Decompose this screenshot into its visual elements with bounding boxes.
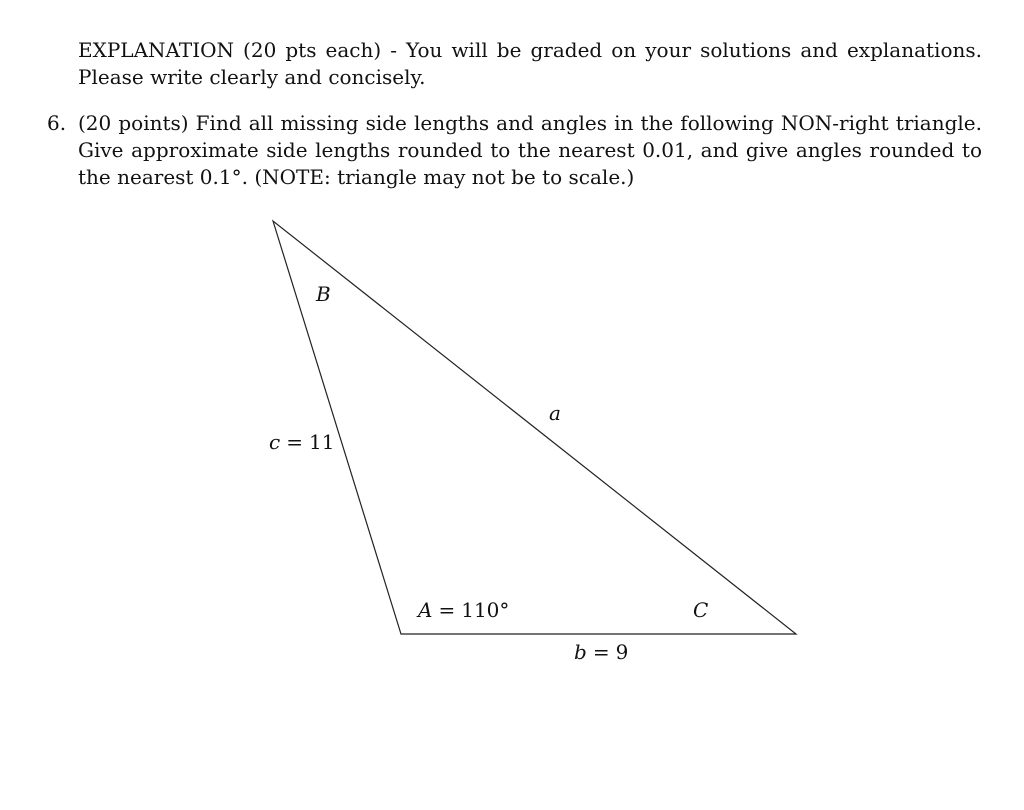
triangle-outline bbox=[273, 221, 796, 634]
problem-text: (20 points) Find all missing side lengths and angles in the following NON-right triangle. Give approximate side lengths rounded to the nearest 0.01, and give angles rounded to the nearest 0.1°. (NOTE: triangle may not be to scale.) bbox=[78, 111, 982, 189]
problem-number: 6. bbox=[47, 111, 67, 135]
angle-c-label: C bbox=[693, 598, 709, 622]
side-a-label: a bbox=[549, 401, 561, 425]
instructions-text: EXPLANATION (20 pts each) - You will be graded on your solutions and explanations. Please write clearly and concisely. bbox=[78, 38, 982, 89]
side-b-label: b = 9 bbox=[574, 640, 629, 664]
angle-b-label: B bbox=[316, 282, 331, 306]
side-c-label: c = 11 bbox=[269, 430, 335, 454]
angle-a-label: A = 110° bbox=[418, 598, 510, 622]
